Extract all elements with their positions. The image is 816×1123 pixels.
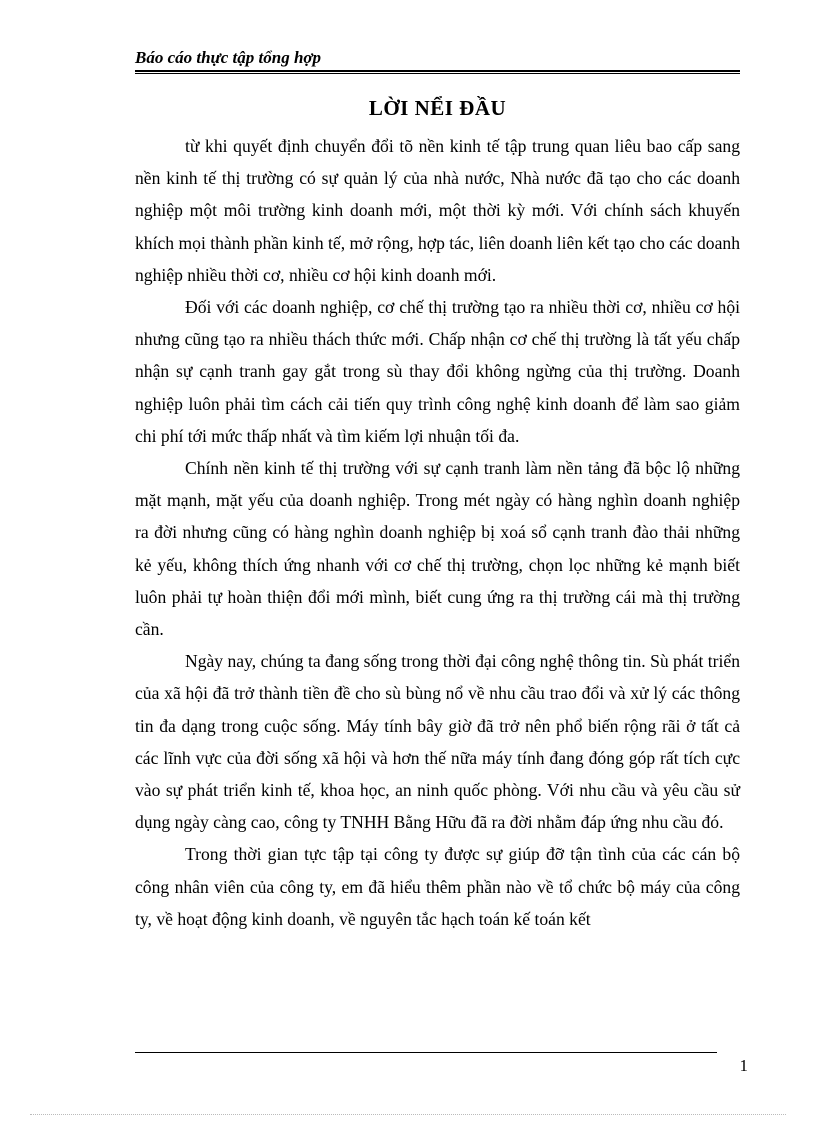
paragraph-5: Trong thời gian tực tập tại công ty được sự giúp đỡ tận tình của các cán bộ công nhân viên của công ty, em đã hiểu thêm phần nào về tổ chức bộ máy của công ty, về hoạt động kinh doanh, về nguyên tắc hạch toán kế toán kết bbox=[135, 844, 740, 929]
paragraph-4 bbox=[135, 645, 740, 838]
running-header-title: Báo cáo thực tập tổng hợp bbox=[135, 48, 322, 67]
paragraph-3: Chính nền kinh tế thị trường với sự cạnh tranh làm nền tảng đã bộc lộ những mặt mạnh, mặt yếu của doanh nghiệp. Trong mét ngày có hàng nghìn doanh nghiệp ra đời nhưng cũng có hàng nghìn doanh nghiệp bị xoá sổ cạnh tranh đào thải những kẻ yếu, không thích ứng nhanh với cơ chế thị trường, chọn lọc những kẻ mạnh biết luôn phải tự hoàn thiện đổi mới mình, biết cung ứng ra thị trường cái mà thị trường cần. bbox=[135, 458, 740, 640]
paragraph-4-tail: TNHH Bằng Hữu đã ra đời nhằm đáp ứng nhu cầu đó. bbox=[340, 812, 724, 833]
paragraph-4-text: Ngày nay, chúng ta đang sống trong thời đại công nghệ thông tin. Sù phát triển của xã hội đã trở thành tiền đề cho sù bùng nổ về nhu cầu trao đổi và xử lý các thông tin đa dạng trong cuộc sống. Máy tính bây giờ đã trở nên phổ biến rộng rãi ở tất cả các lĩnh vực của đời sống xã hội và hơn thế nữa máy tính đang đóng góp rất tích cực vào sự phát triển kinh tế, khoa học, an ninh quốc phòng. Với nhu cầu và yêu cầu sử dụng ngày càng cao, công ty bbox=[135, 651, 740, 833]
header-double-rule bbox=[135, 70, 740, 74]
document-body bbox=[135, 130, 740, 935]
footer-rule bbox=[135, 1052, 717, 1053]
paragraph-2: Đối với các doanh nghiệp, cơ chế thị trường tạo ra nhiều thời cơ, nhiều cơ hội nhưng cũng tạo ra nhiều thách thức mới. Chấp nhận cơ chế thị trường là tất yếu chấp nhận sự cạnh tranh gay gắt trong sù thay đổi không ngừng của thị trường. Doanh nghiệp luôn phải tìm cách cải tiến quy trình công nghệ kinh doanh để làm sao giảm chi phí tới mức thấp nhất và tìm kiếm lợi nhuận tối đa. bbox=[135, 297, 740, 446]
page-bottom-border bbox=[30, 1114, 786, 1115]
page-heading: LỜI NỂI ĐẦU bbox=[368, 96, 507, 120]
paragraph-1: từ khi quyết định chuyển đổi tõ nền kinh tế tập trung quan liêu bao cấp sang nền kinh tế thị trường có sự quản lý của nhà nước, Nhà nước đã tạo cho các doanh nghiệp một môi trường kinh doanh mới, một thời kỳ mới. Với chính sách khuyến khích mọi thành phần kinh tế, mở rộng, hợp tác, liên doanh liên kết tạo cho các doanh nghiệp nhiều thời cơ, nhiều cơ hội kinh doanh mới. bbox=[135, 136, 740, 285]
page-number: 1 bbox=[739, 1056, 748, 1075]
